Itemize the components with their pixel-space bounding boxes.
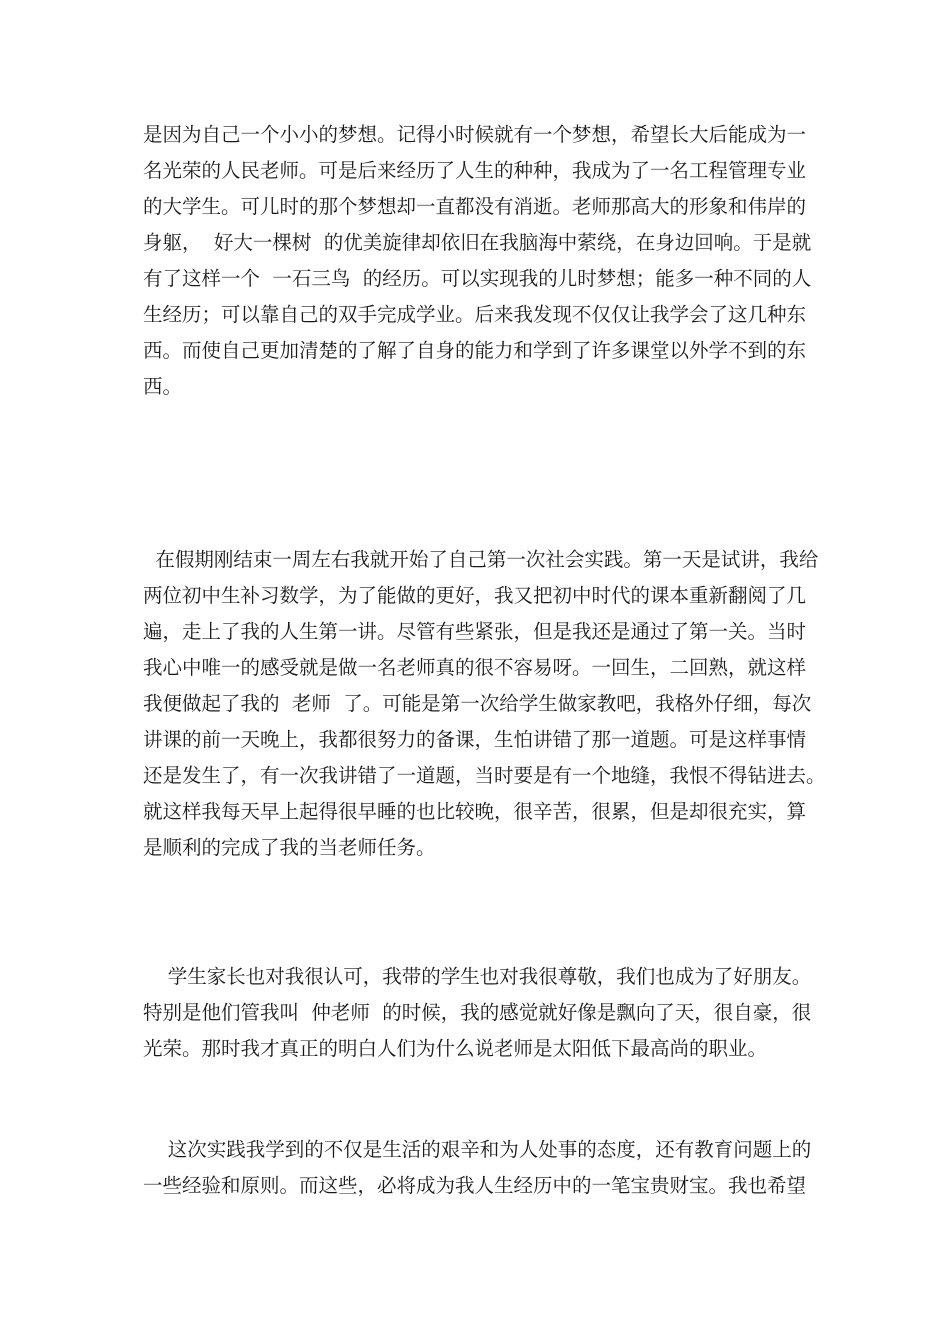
paragraph-4 [143,1132,813,1204]
text-line: 西。而使自己更加清楚的了解了自身的能力和学到了许多课堂以外学不到的东 [143,339,807,362]
text-line: 在假期刚结束一周左右我就开始了自己第一次社会实践。第一天是试讲，我给 [143,548,819,571]
text-line: 遍，走上了我的人生第一讲。尽管有些紧张，但是我还是通过了第一关。当时 [143,620,807,643]
text-line: 是顺利的完成了我的当老师任务。 [143,836,436,859]
text-line: 讲课的前一天晚上，我都很努力的备课，生怕讲错了那一道题。可是这样事情 [143,728,807,751]
text-line: 学生家长也对我很认可，我带的学生也对我很尊敬，我们也成为了好朋友。 [143,965,812,988]
text-line: 就这样我每天早上起得很早睡的也比较晚，很辛苦，很累，但是却很充实，算 [143,800,807,823]
text-line: 西。 [143,375,183,398]
paragraph-3 [143,959,813,1067]
text-line: 生经历；可以靠自己的双手完成学业。后来我发现不仅仅让我学会了这几种东 [143,303,807,326]
text-line: 名光荣的人民老师。可是后来经历了人生的种种，我成为了一名工程管理专业 [143,159,807,182]
text-line: 是因为自己一个小小的梦想。记得小时候就有一个梦想，希望长大后能成为一 [143,123,807,146]
text-line: 这次实践我学到的不仅是生活的艰辛和为人处事的态度，还有教育问题上的 [143,1138,812,1161]
text-line: 光荣。那时我才真正的明白人们为什么说老师是太阳低下最高尚的职业。 [143,1037,768,1060]
text-line: 我便做起了我的 老师 了。可能是第一次给学生做家教吧，我格外仔细，每次 [143,692,812,715]
text-line: 两位初中生补习数学，为了能做的更好，我又把初中时代的课本重新翻阅了几 [143,584,807,607]
text-line: 的大学生。可儿时的那个梦想却一直都没有消逝。老师那高大的形象和伟岸的 [143,195,807,218]
paragraph-2 [143,542,826,866]
text-line: 身躯， 好大一棵树 的优美旋律却依旧在我脑海中萦绕，在身边回响。于是就 [143,231,812,254]
text-line: 一些经验和原则。而这些，必将成为我人生经历中的一笔宝贵财宝。我也希望 [143,1174,807,1197]
paragraph-1 [143,117,813,405]
text-line: 还是发生了，有一次我讲错了一道题，当时要是有一个地缝，我恨不得钻进去。 [143,764,826,787]
text-line: 有了这样一个 一石三鸟 的经历。可以实现我的儿时梦想；能多一种不同的人 [143,267,812,290]
text-line: 特别是他们管我叫 仲老师 的时候，我的感觉就好像是飘向了天，很自豪，很 [143,1001,812,1024]
text-line: 我心中唯一的感受就是做一名老师真的很不容易呀。一回生，二回熟，就这样 [143,656,807,679]
